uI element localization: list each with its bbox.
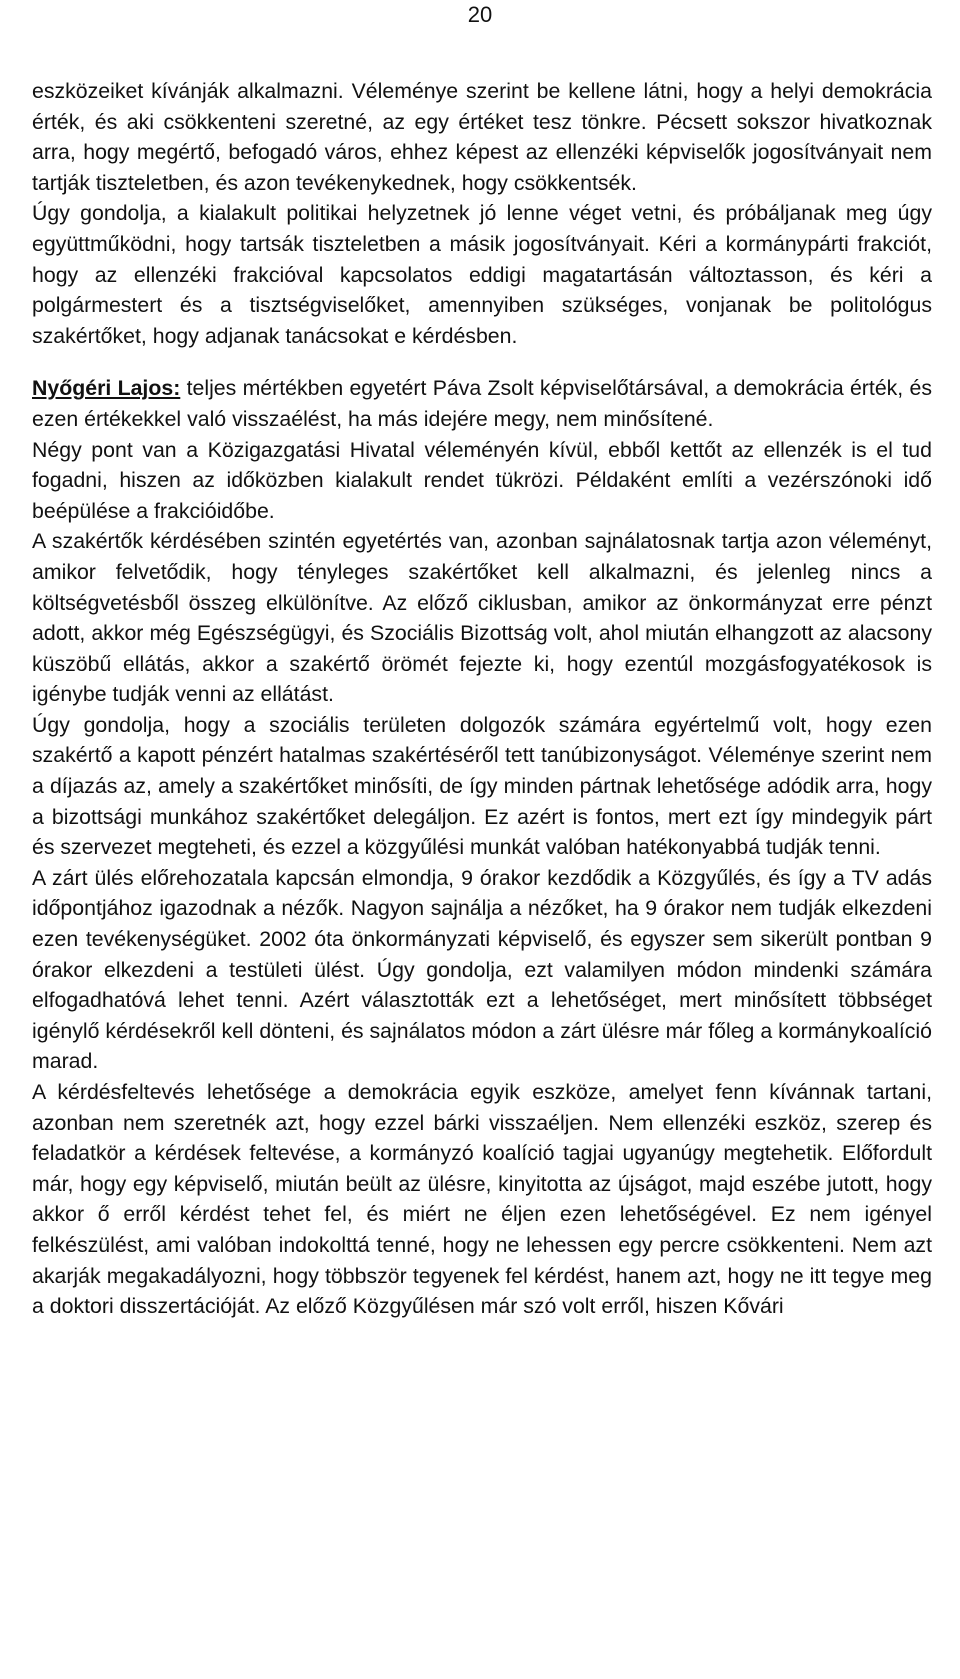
- paragraph-5: [32, 526, 932, 710]
- paragraph-8: [32, 1077, 932, 1322]
- paragraph-7: [32, 863, 932, 1077]
- paragraph-text: Úgy gondolja, hogy a szociális területen dolgozók számára egyértelmű volt, hogy ezen szakértő a kapott pénzért hatalmas szakértéséről tett tanúbizonyságot. Véleménye szerint nem a díjazás az, amely a szakértőket minősíti, de így minden pártnak lehetősége adódik arra, hogy a bizottsági munkához szakértőket delegáljon. Ez azért is fontos, mert ezt így mindegyik párt és szervezet megteheti, és ezzel a közgyűlési munkát valóban hatékonyabbá tudják tenni.: [32, 712, 932, 860]
- paragraph-text: A kérdésfeltevés lehetősége a demokrácia egyik eszköze, amelyet fenn kívánnak tartani, azonban nem szeretnék azt, hogy ezzel bárki visszaéljen. Nem ellenzéki eszköz, szerep és feladatkör a kérdések feltevése, a kormányzó koalíció tagjai ugyanúgy megtehetik. Előfordult már, hogy egy képviselő, miután beült az ülésre, kinyitotta az újságot, majd eszébe jutott, hogy akkor ő erről kérdést tehet fel, és miért ne éljen ezen lehetőségével. Ez nem igényel felkészülést, ami valóban indokolttá tenné, hogy ne lehessen egy percre csökkenteni. Nem azt akarják megakadályozni, hogy többször tegyenek fel kérdést, hanem azt, hogy ne itt tegye meg a doktori disszertációját. Az előző Közgyűlésen már szó volt erről, hiszen Kővári: [32, 1080, 932, 1319]
- paragraph-3: [32, 373, 932, 434]
- paragraph-6: [32, 710, 932, 863]
- speaker-name: Nyőgéri Lajos:: [32, 376, 181, 401]
- paragraph-4: [32, 435, 932, 527]
- paragraph-text: Négy pont van a Közigazgatási Hivatal véleményén kívül, ebből kettőt az ellenzék is el tud fogadni, hiszen az időközben kialakult rendet tükrözi. Példaként említi a vezérszónoki idő beépülése a frakcióidőbe.: [32, 437, 932, 523]
- paragraph-text: teljes mértékben egyetért Páva Zsolt képviselőtársával, a demokrácia érték, és ezen értékekkel való visszaélést, ha más idejére megy, nem minősítené.: [32, 376, 932, 431]
- document-body: [32, 76, 932, 1322]
- paragraph-text: A zárt ülés előrehozatala kapcsán elmondja, 9 órakor kezdődik a Közgyűlés, és így a TV adás időpontjához igazodnak a nézők. Nagyon sajnálja a nézőket, ha 9 órakor nem tudják elkezdeni ezen tevékenységüket. 2002 óta önkormányzati képviselő, és egyszer sem sikerült pontban 9 órakor elkezdeni a testületi ülést. Úgy gondolja, ezt valamilyen módon mindenki számára elfogadhatóvá lehet tenni. Azért választották ezt a lehetőséget, mert minősített többséget igénylő kérdésekről kell dönteni, és sajnálatos módon a zárt ülésre már főleg a kormánykoalíció marad.: [32, 865, 932, 1074]
- paragraph-text: eszközeiket kívánják alkalmazni. Véleménye szerint be kellene látni, hogy a helyi demokrácia érték, és aki csökkenteni szeretné, az egy értéket tesz tönkre. Pécsett sokszor hivatkoznak arra, hogy megértő, befogadó város, ehhez képest az ellenzéki képviselők jogosítványait nem tartják tiszteletben, és azon tevékenykednek, hogy csökkentsék.: [32, 79, 932, 195]
- page-number: 20: [467, 2, 493, 27]
- paragraph-1: [32, 76, 932, 198]
- paragraph-text: A szakértők kérdésében szintén egyetértés van, azonban sajnálatosnak tartja azon véleményt, amikor felvetődik, hogy tényleges szakértőket kell alkalmazni, és jelenleg nincs a költségvetésből összeg elkülönítve. Az előző ciklusban, amikor az önkormányzat erre pénzt adott, akkor még Egészségügyi, és Szociális Bizottság volt, ahol miután elhangzott az alacsony küszöbű ellátás, akkor a szakértő örömét fejezte ki, hogy ezentúl mozgásfogyatékosok is igénybe tudják venni az ellátást.: [32, 529, 932, 707]
- paragraph-text: Úgy gondolja, a kialakult politikai helyzetnek jó lenne véget vetni, és próbáljanak meg úgy együttműködni, hogy tartsák tiszteletben a másik jogosítványait. Kéri a kormánypárti frakciót, hogy az ellenzéki frakcióval kapcsolatos eddigi magatartásán változtasson, és kéri a polgármestert és a tisztségviselőket, amennyiben szükséges, vonjanak be politológus szakértőket, hogy adjanak tanácsokat e kérdésben.: [32, 201, 932, 348]
- paragraph-2: [32, 198, 932, 351]
